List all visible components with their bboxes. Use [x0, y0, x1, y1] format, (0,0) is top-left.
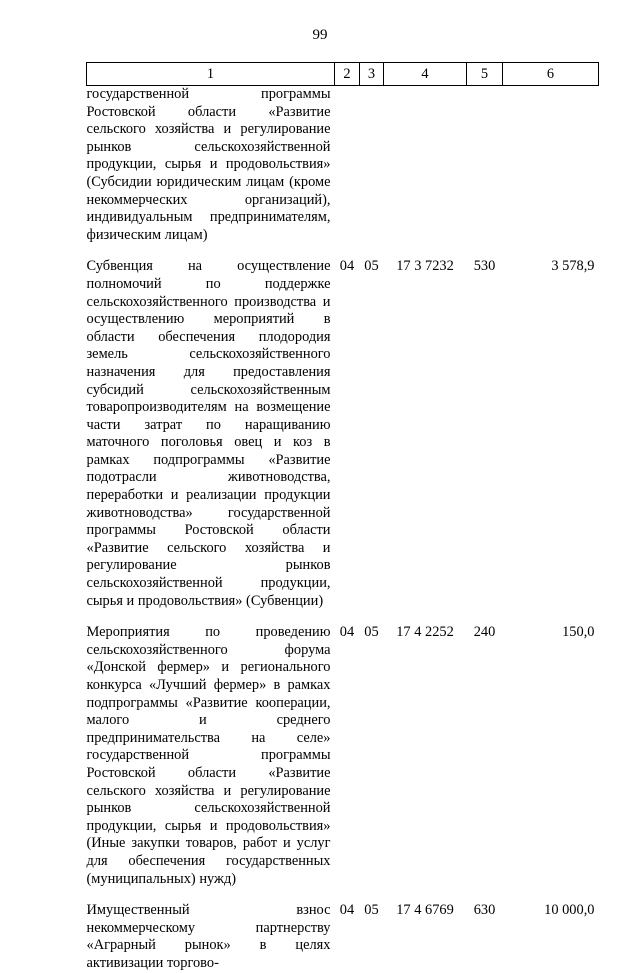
- page-number: 99: [312, 27, 328, 43]
- row-name: государственной программы Ростовской области «Развитие сельского хозяйства и регулирование рынков сельскохозяйственной продукции, сырья и продовольствия» (Субсидии юридическим лицам (кроме некоммерческих организаций), индивидуальным предпринимателям, физическим лицам): [86, 86, 331, 243]
- header-col-2: 2: [335, 63, 360, 86]
- row-rz: [335, 86, 360, 259]
- row-csr: 17 4 2252: [396, 624, 454, 641]
- header-col-1: 1: [87, 63, 335, 86]
- row-csr: [384, 86, 467, 259]
- row-csr: 17 3 7232: [396, 258, 454, 275]
- header-col-6: 6: [503, 63, 599, 86]
- row-name: Субвенция на осуществление полномочий по поддержке сельскохозяйственного производства и осуществлению мероприятий в области обеспечения плодородия земель сельскохозяйственного назначения для предоставления субсидий сельскохозяйственным товаропроизводителям на возмещение части затрат по наращиванию маточного поголовья овец и коз в рамках подпрограммы «Развитие подотрасли животноводства, переработки и реализации продукции животноводства» государственной программы Ростовской области «Развитие сельского хозяйства и регулирование рынков сельскохозяйственной продукции, сырья и продовольствия» (Субвенции): [86, 258, 331, 609]
- row-vr: [467, 86, 503, 259]
- row-rz: 04: [339, 258, 355, 275]
- row-csr: 17 4 6769: [396, 902, 454, 919]
- budget-table: [86, 62, 599, 973]
- header-col-3: 3: [360, 63, 384, 86]
- row-sum: [503, 86, 599, 259]
- row-vr: 240: [473, 624, 496, 641]
- row-pr: 05: [364, 902, 379, 919]
- row-sum: 10 000,0: [544, 902, 595, 919]
- table-row: [87, 902, 599, 972]
- row-rz: 04: [339, 624, 355, 641]
- row-name: Мероприятия по проведению сельскохозяйственного форума «Донской фермер» и регионального конкурса «Лучший фермер» в рамках подпрограммы «Развитие кооперации, малого и среднего предпринимательства на селе» государственной программы Ростовской области «Развитие сельского хозяйства и регулирование рынков сельскохозяйственной продукции, сырья и продовольствия» (Иные закупки товаров, работ и услуг для обеспечения государственных (муниципальных) нужд): [86, 624, 331, 887]
- row-sum: 150,0: [562, 624, 595, 641]
- row-rz: 04: [339, 902, 355, 919]
- row-vr: 530: [473, 258, 496, 275]
- row-sum: 3 578,9: [551, 258, 595, 275]
- table-row: [87, 258, 599, 624]
- table-header: [87, 63, 599, 86]
- table-row: [87, 86, 599, 259]
- row-pr: 05: [364, 624, 379, 641]
- table-row: [87, 624, 599, 902]
- row-pr: 05: [364, 258, 379, 275]
- header-col-5: 5: [467, 63, 503, 86]
- row-name: Имущественный взнос некоммерческому партнерству «Аграрный рынок» в целях активизации торгово-: [86, 902, 331, 971]
- row-vr: 630: [473, 902, 496, 919]
- row-pr: [360, 86, 384, 259]
- header-col-4: 4: [384, 63, 467, 86]
